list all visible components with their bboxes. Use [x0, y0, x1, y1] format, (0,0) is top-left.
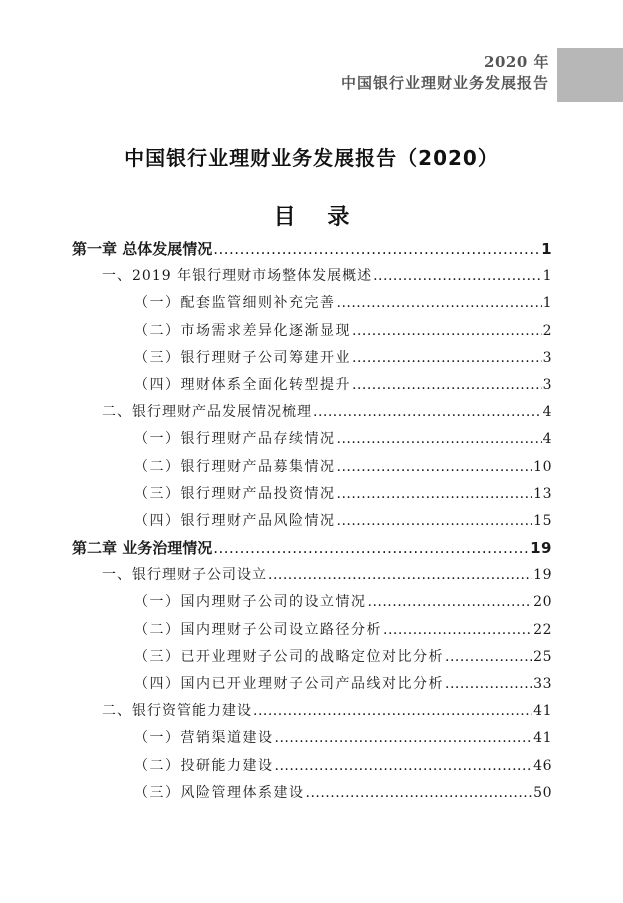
toc-entry-chapter[interactable]: [72, 535, 552, 562]
toc-entry-label: （一）配套监管细则补充完善: [134, 295, 336, 312]
toc-dot-leader: [337, 481, 533, 508]
table-of-contents: [72, 236, 552, 807]
toc-entry-subsection[interactable]: [72, 644, 552, 671]
toc-entry-page-number: 33: [533, 676, 552, 692]
toc-entry-subsection[interactable]: [72, 589, 552, 616]
toc-entry-label: 二、银行理财产品发展情况梳理: [102, 404, 312, 421]
toc-dot-leader: [313, 399, 542, 426]
toc-entry-page-number: 1: [541, 240, 552, 258]
toc-entry-subsection[interactable]: [72, 372, 552, 399]
toc-entry-page-number: 1: [542, 268, 552, 285]
toc-entry-subsection[interactable]: [72, 671, 552, 698]
toc-entry-page-number: 20: [533, 594, 552, 611]
toc-entry-label: （二）投研能力建设: [134, 757, 274, 774]
toc-entry-subsection[interactable]: [72, 617, 552, 644]
toc-entry-page-number: 2: [542, 322, 552, 339]
toc-dot-leader: [352, 345, 542, 372]
toc-heading: 目 录: [273, 205, 362, 230]
toc-entry-page-number: 19: [530, 539, 552, 558]
toc-entry-page-number: 15: [533, 512, 552, 529]
toc-dot-leader: [337, 426, 542, 453]
toc-entry-subsection[interactable]: [72, 481, 552, 508]
toc-dot-leader: [213, 535, 529, 562]
toc-dot-leader: [275, 753, 533, 780]
toc-entry-chapter[interactable]: [72, 236, 552, 263]
toc-entry-label: 二、银行资管能力建设: [102, 703, 252, 720]
toc-entry-page-number: 41: [533, 730, 552, 747]
toc-entry-page-number: 19: [533, 567, 552, 584]
toc-dot-leader: [383, 617, 532, 644]
toc-entry-label: （三）风险管理体系建设: [134, 784, 305, 801]
toc-entry-page-number: 3: [542, 349, 552, 366]
toc-dot-leader: [306, 780, 533, 807]
toc-entry-subsection[interactable]: [72, 426, 552, 453]
header-gray-block: [557, 48, 623, 102]
toc-entry-subsection[interactable]: [72, 454, 552, 481]
toc-entry-page-number: 3: [542, 376, 552, 393]
toc-entry-label: （三）银行理财子公司筹建开业: [134, 349, 351, 366]
toc-entry-page-number: 22: [533, 621, 552, 638]
toc-entry-page-number: 10: [533, 458, 552, 475]
toc-dot-leader: [373, 263, 541, 290]
toc-entry-subsection[interactable]: [72, 508, 552, 535]
toc-entry-subsection[interactable]: [72, 780, 552, 807]
toc-entry-label: （三）已开业理财子公司的战略定位对比分析: [134, 648, 444, 665]
toc-entry-subsection[interactable]: [72, 725, 552, 752]
toc-dot-leader: [337, 290, 542, 317]
toc-dot-leader: [352, 372, 542, 399]
toc-entry-subsection[interactable]: [72, 345, 552, 372]
toc-entry-section[interactable]: [72, 562, 552, 589]
toc-entry-page-number: 4: [542, 431, 552, 448]
toc-entry-subsection[interactable]: [72, 753, 552, 780]
toc-entry-label: （四）理财体系全面化转型提升: [134, 376, 351, 393]
toc-entry-label: （三）银行理财产品投资情况: [134, 485, 336, 502]
toc-entry-label: （一）营销渠道建设: [134, 730, 274, 747]
toc-dot-leader: [275, 725, 533, 752]
toc-entry-section[interactable]: [72, 399, 552, 426]
toc-entry-label: （二）市场需求差异化逐渐显现: [134, 322, 351, 339]
toc-entry-subsection[interactable]: [72, 290, 552, 317]
toc-entry-page-number: 13: [533, 485, 552, 502]
toc-dot-leader: [253, 698, 532, 725]
toc-entry-label: （一）银行理财产品存续情况: [134, 431, 336, 448]
header-report-title: 中国银行业理财业务发展报告: [340, 74, 549, 92]
toc-entry-section[interactable]: [72, 263, 552, 290]
document-title: 中国银行业理财业务发展报告（2020）: [124, 146, 499, 170]
toc-entry-page-number: 4: [542, 404, 552, 421]
toc-entry-page-number: 25: [533, 648, 552, 665]
toc-entry-page-number: 41: [533, 703, 552, 720]
toc-entry-label: （二）国内理财子公司设立路径分析: [134, 621, 382, 638]
toc-dot-leader: [337, 454, 533, 481]
toc-dot-leader: [368, 589, 533, 616]
toc-entry-label: （四）银行理财产品风险情况: [134, 512, 336, 529]
toc-entry-label: 第二章 业务治理情况: [72, 539, 213, 558]
toc-dot-leader: [445, 671, 532, 698]
toc-entry-label: （四）国内已开业理财子公司产品线对比分析: [134, 676, 444, 692]
toc-dot-leader: [268, 562, 532, 589]
header-year: 2020 年: [484, 53, 549, 71]
toc-dot-leader: [445, 644, 532, 671]
toc-entry-label: （二）银行理财产品募集情况: [134, 458, 336, 475]
toc-entry-label: （一）国内理财子公司的设立情况: [134, 594, 367, 611]
toc-entry-page-number: 50: [533, 784, 552, 801]
toc-entry-page-number: 46: [533, 757, 552, 774]
toc-entry-page-number: 1: [542, 295, 552, 312]
toc-dot-leader: [352, 318, 542, 345]
toc-entry-section[interactable]: [72, 698, 552, 725]
toc-entry-label: 一、2019 年银行理财市场整体发展概述: [102, 268, 373, 285]
toc-entry-label: 第一章 总体发展情况: [72, 240, 213, 258]
toc-dot-leader: [337, 508, 533, 535]
toc-dot-leader: [213, 236, 540, 263]
toc-entry-subsection[interactable]: [72, 318, 552, 345]
toc-entry-label: 一、银行理财子公司设立: [102, 567, 267, 584]
